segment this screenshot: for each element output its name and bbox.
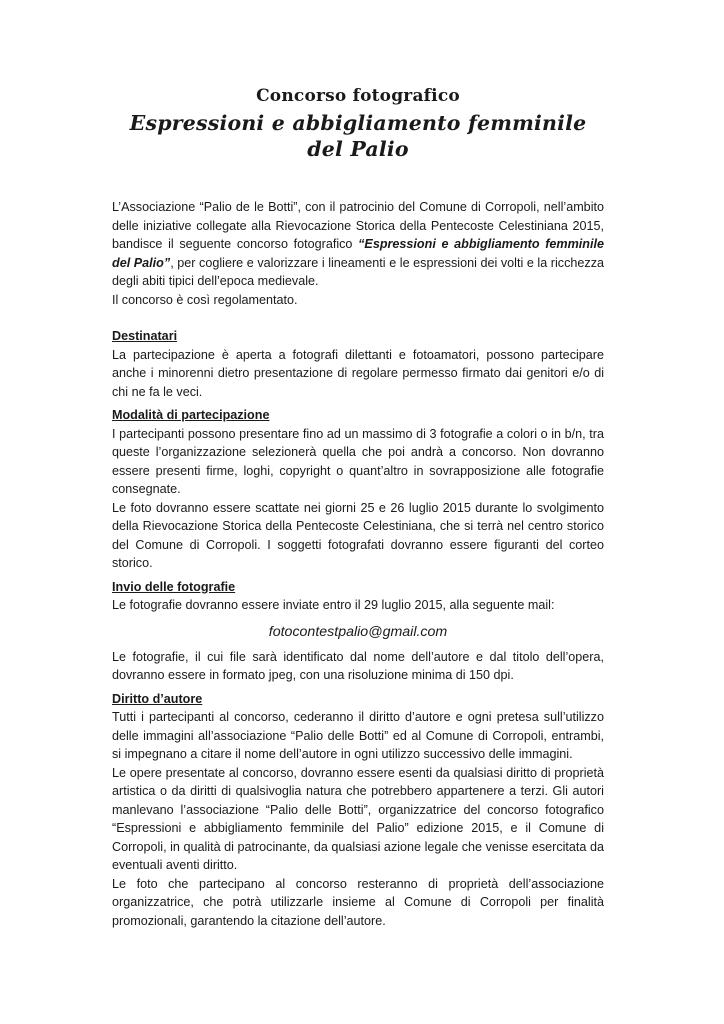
document-page: [112, 84, 604, 930]
diritto-paragraph-3: Le foto che partecipano al concorso resteranno di proprietà dell’associazione organizzatrice, che potrà utilizzarle insieme al Comune di Corropoli per finalità promozionali, garantendo la citazione dell’autore.: [112, 876, 604, 928]
intro-text-part1: L’Associazione “Palio de le Botti”, con il patrocinio del Comune di Corropoli, nell’ambito delle iniziative collegate alla Rievocazione Storica della Pentecoste Celestiniana 2015, bandisce il seguente concorso fotografico: [112, 200, 604, 251]
invio-paragraph-1: Le fotografie dovranno essere inviate entro il 29 luglio 2015, alla seguente mail:: [112, 598, 555, 612]
modalita-paragraph-1: I partecipanti possono presentare fino ad un massimo di 3 fotografie a colori o in b/n, tra queste l’organizzazione selezionerà quella che poi andrà a concorso. Non dovranno essere presenti firme, loghi, copyright o quant’altro in sovrapposizione alle fotografie consegnate.: [112, 426, 604, 496]
page-subtitle: Espressioni e abbigliamento femminile del Palio: [129, 111, 587, 161]
section-heading-modalita: Modalità di partecipazione: [112, 408, 270, 422]
destinatari-text: La partecipazione è aperta a fotografi dilettanti e fotoamatori, possono partecipare anche i minorenni dietro presentazione di regolare permesso firmato dai genitori e/o di chi ne fa le veci.: [112, 347, 604, 399]
diritto-paragraph-1: Tutti i partecipanti al concorso, cederanno il diritto d’autore e ogni pretesa sull’utilizzo delle immagini all’associazione “Palio delle Botti” ed al Comune di Corropoli, entrambi, si impegnano a citare il nome dell’autore in ogni utilizzo successivo delle immagini.: [112, 710, 604, 761]
intro-paragraph: [112, 198, 604, 291]
section-heading-destinatari: Destinatari: [112, 329, 178, 343]
intro-closing: Il concorso è così regolamentato.: [112, 292, 298, 307]
page-title: Concorso fotografico: [256, 86, 460, 106]
section-heading-diritto: Diritto d’autore: [112, 691, 203, 706]
intro-contest-name: “Espressioni e abbigliamento femminile del Palio”: [112, 237, 605, 270]
modalita-paragraph-2: Le foto dovranno essere scattate nei giorni 25 e 26 luglio 2015 durante lo svolgimento della Rievocazione Storica della Pentecoste Celestiniana, che si terrà nel centro storico del Comune di Corropoli. I soggetti fotografati dovranno essere figuranti del corteo storico.: [112, 500, 604, 570]
section-heading-invio: Invio delle fotografie: [112, 579, 236, 594]
contest-email: fotocontestpalio@gmail.com: [268, 623, 448, 640]
intro-text-part2: , per cogliere e valorizzare i lineamenti e le espressioni dei volti e la ricchezza degli abiti tipici dell’epoca medievale.: [112, 255, 605, 288]
diritto-paragraph-2: Le opere presentate al concorso, dovranno essere esenti da qualsiasi diritto di proprietà artistica o da diritti di qualsivoglia natura che potrebbero appartenere a terzi. Gli autori manlevano l’associazione “Palio delle Botti”, organizzatrice del concorso fotografico “Espressioni e abbigliamento femminile del Palio” edizione 2015, e il Comune di Corropoli, in qualità di patrocinante, da qualsiasi azione legale che venisse esercitata da eventuali aventi diritto.: [112, 765, 604, 872]
invio-paragraph-2: Le fotografie, il cui file sarà identificato dal nome dell’autore e dal titolo dell’opera, dovranno essere in formato jpeg, con una risoluzione minima di 150 dpi.: [112, 649, 604, 682]
